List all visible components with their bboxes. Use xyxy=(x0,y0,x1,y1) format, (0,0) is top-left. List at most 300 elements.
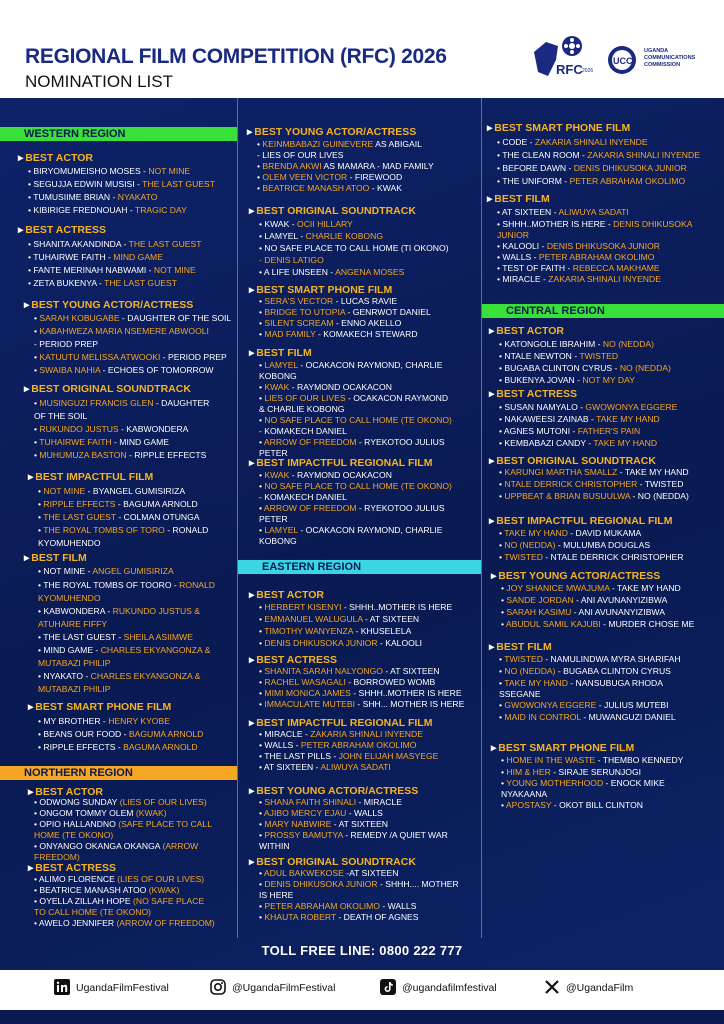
nominee-text: • xyxy=(38,512,44,522)
nominee-line xyxy=(497,252,654,263)
nominee-text: • ZETA BUKENYA - xyxy=(28,278,105,288)
nominee-text: - TAKE MY HAND xyxy=(609,583,681,593)
category-heading xyxy=(249,347,312,359)
nominee-line xyxy=(34,352,227,363)
nominee-highlight: AJIBO MERCY EJAU xyxy=(263,808,347,818)
nominee-text: - MURDER CHOSE ME xyxy=(600,619,695,629)
nominee-text: • xyxy=(499,666,505,676)
nominee-text: • xyxy=(259,626,265,636)
nominee-highlight: KWAK xyxy=(264,470,290,480)
category-heading xyxy=(249,589,324,601)
nominee-highlight: TAKE MY HAND xyxy=(504,678,568,688)
nominee-highlight: OLEM VEEN VICTOR xyxy=(262,172,348,182)
category-label: BEST IMPACTFUL REGIONAL FILM xyxy=(496,515,673,527)
nominee-highlight: ZAKARIA SHINALI INYENDE xyxy=(310,729,423,739)
nominee-line xyxy=(259,329,418,340)
nominee-text: • xyxy=(259,415,265,425)
nominee-line xyxy=(259,890,293,901)
nominee-highlight: SILENT SCREAM xyxy=(264,318,334,328)
nominee-highlight: HIM & HER xyxy=(506,767,551,777)
nominee-text: - AT SIXTEEN xyxy=(331,819,388,829)
nominee-line xyxy=(38,512,200,523)
nominee-line xyxy=(499,552,683,563)
region-northern: NORTHERN REGION xyxy=(0,766,237,780)
nominee-text: • MIRACLE - xyxy=(497,274,549,284)
bullet-icon: ▸ xyxy=(28,471,34,483)
nominee-line xyxy=(499,689,541,700)
nominee-text: • NAKAWEESI ZAINAB - xyxy=(499,414,597,424)
nominee-line xyxy=(499,363,671,374)
nominee-line xyxy=(38,525,208,536)
nominee-line xyxy=(38,684,110,695)
nominee-text: - MUWANGUZI DANIEL xyxy=(580,712,676,722)
bullet-icon: ▸ xyxy=(489,455,495,467)
nominee-highlight: ZAKARIA SHINALI INYENDE xyxy=(548,274,661,284)
nominee-text: • xyxy=(34,365,40,375)
nominee-text: • xyxy=(499,479,505,489)
nominee-text: - WALLS xyxy=(379,901,417,911)
nominee-text: - SIRAJE SERUNJOGI xyxy=(550,767,642,777)
nominee-text: - DAUGHTER xyxy=(153,398,210,408)
nominee-text: IS HERE xyxy=(259,890,294,900)
nominee-text: - LUCAS RAVIE xyxy=(333,296,398,306)
category-label: BEST YOUNG ACTOR/ACTRESS xyxy=(254,126,417,138)
nominee-highlight: ARROW OF FREEDOM xyxy=(263,503,357,513)
category-heading xyxy=(491,570,660,582)
nominee-text: • xyxy=(259,901,265,911)
category-label: BEST YOUNG ACTOR/ACTRESS xyxy=(256,785,419,797)
linkedin-link[interactable] xyxy=(76,982,169,994)
nominee-text: • xyxy=(259,360,265,370)
nominee-highlight: MIND GAME xyxy=(113,252,163,262)
category-label: BEST ACTOR xyxy=(35,786,103,798)
nominee-highlight: MAD FAMILY xyxy=(264,329,316,339)
nominee-highlight: THE LAST GUEST xyxy=(142,179,216,189)
nominee-highlight: TIMOTHY WANYENZA xyxy=(264,626,354,636)
nominee-highlight: NOT MINE xyxy=(153,265,196,275)
nominee-line xyxy=(259,841,290,852)
nominee-highlight: JOY SHANICE MWAJUMA xyxy=(506,583,610,593)
nominee-line xyxy=(34,896,204,907)
nominee-text: • MY BROTHER - xyxy=(38,716,109,726)
nominee-highlight: GWOWONYA EGGERE xyxy=(504,700,597,710)
nominee-line xyxy=(38,606,200,617)
nominee-text: • xyxy=(499,678,505,688)
nominee-highlight: PETER ABRAHAM OKOLIMO xyxy=(300,740,417,750)
nominee-line xyxy=(499,700,669,711)
category-heading xyxy=(18,152,93,164)
nominee-highlight: NO SAFE PLACE TO CALL HOME (TE OKONO) xyxy=(264,481,452,491)
nominee-line xyxy=(257,183,402,194)
nominee-line xyxy=(259,677,435,688)
bullet-icon: ▸ xyxy=(249,654,255,666)
nominee-highlight: TO CALL HOME (TE OKONO) xyxy=(34,907,151,917)
nominee-line xyxy=(259,296,397,307)
nominee-highlight: MUTABAZI PHILIP xyxy=(38,684,111,694)
nominee-line xyxy=(38,729,203,740)
nominee-text: • xyxy=(501,583,507,593)
nominee-line xyxy=(34,885,179,896)
category-heading xyxy=(249,654,337,666)
nominee-text: • xyxy=(34,313,40,323)
nominee-line xyxy=(259,393,448,404)
nominee-text: • SHHH..MOTHER IS HERE - xyxy=(497,219,614,229)
nominee-line xyxy=(38,645,210,656)
linkedin-handle: UgandaFilmFestival xyxy=(76,982,169,994)
svg-text:2026: 2026 xyxy=(582,68,594,74)
nominee-highlight: FREEDOM) xyxy=(34,852,80,862)
bullet-icon: ▸ xyxy=(489,325,495,337)
page-header xyxy=(0,0,724,98)
nominee-line xyxy=(501,789,547,800)
nominee-highlight: DENIS DHIKUSOKA JUNIOR xyxy=(573,163,687,173)
nominee-text: • xyxy=(34,437,40,447)
nominee-text: - ANI AVUNANYIZIBWA xyxy=(571,607,665,617)
nominee-text: WITHIN xyxy=(259,841,290,851)
bullet-icon: ▸ xyxy=(24,383,30,395)
nominee-text: • NO SAFE PLACE TO CALL HOME (TI OKONO) xyxy=(259,243,449,253)
nominee-highlight: THE LAST GUEST xyxy=(128,239,202,249)
category-heading xyxy=(18,224,106,236)
nominee-highlight: HOME IN THE WASTE xyxy=(506,755,596,765)
nominee-line xyxy=(259,426,347,437)
nominee-highlight: MUSINGUZI FRANCIS GLEN xyxy=(39,398,154,408)
nominee-text: • xyxy=(501,607,507,617)
category-label: BEST ACTRESS xyxy=(496,388,577,400)
nominee-highlight: KHAUTA ROBERT xyxy=(264,912,337,922)
nominee-text: • xyxy=(38,525,44,535)
nominee-line xyxy=(499,426,640,437)
nominee-highlight: DENIS DHIKUSOKA xyxy=(613,219,693,229)
bullet-icon: ▸ xyxy=(249,284,255,296)
nominee-line xyxy=(501,800,643,811)
nominee-highlight: NOT MINE xyxy=(43,486,86,496)
category-heading xyxy=(24,299,193,311)
nominee-text: • OPIO HALLANDNO xyxy=(34,819,119,829)
nominee-highlight: THE LAST GUEST xyxy=(43,512,116,522)
category-label: BEST SMART PHONE FILM xyxy=(498,742,635,754)
nominee-text: - GENRWOT DANIEL xyxy=(345,307,431,317)
nominee-text: • THE LAST PILLS - xyxy=(259,751,339,761)
tiktok-link[interactable] xyxy=(402,982,497,994)
nominee-line xyxy=(497,207,629,218)
nominee-text: • xyxy=(259,879,265,889)
nominee-line xyxy=(259,830,448,841)
nominee-line xyxy=(497,137,648,148)
nominee-highlight: OCII HILLARY xyxy=(297,219,353,229)
category-heading xyxy=(489,515,672,527)
category-label: BEST FILM xyxy=(494,193,550,205)
nominee-text: - OKOT BILL CLINTON xyxy=(551,800,643,810)
nominee-text: • xyxy=(501,800,506,810)
nominee-text: • KWAK - xyxy=(259,219,298,229)
nominee-text: - NANSUBUGA RHODA xyxy=(567,678,663,688)
rfc-logo xyxy=(528,32,596,84)
nominee-highlight: RONALD xyxy=(179,580,215,590)
nominee-highlight: JUNIOR xyxy=(497,230,529,240)
nominee-text: • BUKENYA JOVAN - xyxy=(499,375,583,385)
tiktok-icon xyxy=(380,979,396,995)
nominee-text: • xyxy=(34,352,40,362)
nominee-line xyxy=(38,632,193,643)
nominee-text: • THE UNIFORM - xyxy=(497,176,570,186)
nominee-text: - THEMBO KENNEDY xyxy=(595,755,684,765)
bullet-icon: ▸ xyxy=(28,786,34,798)
column-divider xyxy=(481,98,482,938)
nominee-text: • xyxy=(499,467,505,477)
nominee-highlight: PROSSY BAMUTYA xyxy=(264,830,343,840)
nominee-text: • xyxy=(259,393,265,403)
nominee-text: - PERIOD PREP xyxy=(160,352,227,362)
column-divider xyxy=(237,98,238,938)
nominee-highlight: SANDE JORDAN xyxy=(506,595,574,605)
nominee-text: • xyxy=(501,619,506,629)
nominee-line xyxy=(259,415,452,426)
nominee-text: • xyxy=(499,700,505,710)
nominee-line xyxy=(499,666,671,677)
nominee-text: • xyxy=(34,398,40,408)
nominee-highlight: TAKE MY HAND xyxy=(596,414,660,424)
nominee-text: - AT SIXTEEN xyxy=(383,666,440,676)
category-label: BEST ACTRESS xyxy=(35,862,116,874)
nominee-highlight: KATUUTU MELISSA ATWOOKI xyxy=(39,352,161,362)
category-heading xyxy=(249,717,432,729)
nominee-line xyxy=(34,874,204,885)
nominee-line xyxy=(259,255,324,266)
nominee-line xyxy=(501,595,667,606)
nominee-text: • xyxy=(259,318,265,328)
nominee-text: • xyxy=(259,296,265,306)
nominee-line xyxy=(497,230,529,241)
nominee-highlight: NOT MY DAY xyxy=(582,375,635,385)
nominee-line xyxy=(259,371,297,382)
nominee-line xyxy=(499,491,689,502)
nominee-text: • WALLS - xyxy=(497,252,539,262)
nominee-highlight: (LIES OF OUR LIVES) xyxy=(117,874,205,884)
nominee-highlight: TWISTED xyxy=(504,552,543,562)
nominee-highlight: SARAH KASIMU xyxy=(506,607,572,617)
nominee-line xyxy=(28,265,196,276)
nominee-highlight: (NO SAFE PLACE xyxy=(133,896,205,906)
category-label: BEST YOUNG ACTOR/ACTRESS xyxy=(31,299,194,311)
nominee-line xyxy=(259,243,449,254)
nominee-line xyxy=(501,619,694,630)
category-heading xyxy=(487,122,630,134)
nominee-highlight: LIES OF OUR LIVES xyxy=(264,393,346,403)
nominee-text: - KABWONDERA xyxy=(118,424,189,434)
nominee-text: PETER xyxy=(259,514,288,524)
nominee-line xyxy=(28,239,202,250)
nominee-text: - OCAKACON RAYMOND xyxy=(345,393,449,403)
nominee-highlight: ANGEL GUMISIRIZA xyxy=(92,566,174,576)
nominee-text: • xyxy=(259,688,265,698)
nominee-text: KOBONG xyxy=(259,371,297,381)
nominee-text: - MULUMBA DOUGLAS xyxy=(555,540,651,550)
nominee-highlight: PETER ABRAHAM OKOLIMO xyxy=(538,252,655,262)
nominee-text: • xyxy=(38,499,44,509)
nominee-text: • FANTE MERINAH NABWAMI - xyxy=(28,265,154,275)
nominee-line xyxy=(38,619,107,630)
nominee-text: • xyxy=(259,912,265,922)
bullet-icon: ▸ xyxy=(249,205,255,217)
category-label: BEST SMART PHONE FILM xyxy=(256,284,393,296)
nominee-text: • BIRYOMUMEISHO MOSES - xyxy=(28,166,149,176)
nominee-highlight: DENIS DHIKUSOKA JUNIOR xyxy=(264,638,378,648)
nominee-highlight: REBECCA MAKHAME xyxy=(572,263,660,273)
nominee-highlight: PETER ABRAHAM OKOLIMO xyxy=(569,176,686,186)
nominee-line xyxy=(259,638,422,649)
category-label: BEST ORIGINAL SOUNDTRACK xyxy=(256,856,416,868)
nominee-text: - BYANGEL GUMISIRIZA xyxy=(85,486,186,496)
bullet-icon: ▸ xyxy=(18,224,24,236)
nominee-highlight: CHARLES EKYANGONZA & xyxy=(100,645,211,655)
nominee-text: - BORROWED WOMB xyxy=(345,677,436,687)
category-label: BEST ORIGINAL SOUNDTRACK xyxy=(31,383,191,395)
nominee-text: • xyxy=(499,528,505,538)
nominee-text: • xyxy=(259,830,265,840)
nominee-highlight: TAKE MY HAND xyxy=(504,528,568,538)
nominee-line xyxy=(38,593,101,604)
bullet-icon: ▸ xyxy=(491,570,497,582)
nominee-text: • RIPPLE EFFECTS - xyxy=(38,742,124,752)
nominee-text: - KHUSELELA xyxy=(353,626,412,636)
nominee-highlight: (LIES OF OUR LIVES) xyxy=(119,797,207,807)
nominee-line xyxy=(34,437,169,448)
nominee-text: • xyxy=(257,139,263,149)
nominee-line xyxy=(499,375,635,386)
nominee-highlight: TWISTED xyxy=(579,351,619,361)
bullet-icon: ▸ xyxy=(489,641,495,653)
nominee-line xyxy=(259,437,445,448)
nominee-highlight: EMMANUEL WALUGULA xyxy=(264,614,363,624)
bullet-icon: ▸ xyxy=(249,717,255,729)
nominee-line xyxy=(259,231,383,242)
nominee-text: • xyxy=(259,666,265,676)
nominee-highlight: NO (NEDDA) xyxy=(602,339,655,349)
nominee-text: OF THE SOIL xyxy=(34,411,88,421)
nominee-text: • WALLS - xyxy=(259,740,301,750)
nominee-line xyxy=(259,492,347,503)
nominee-text: - KALOOLI xyxy=(377,638,422,648)
x-link[interactable] xyxy=(566,982,633,994)
nominee-highlight: SHEILA ASIIMWE xyxy=(123,632,193,642)
nominee-text: • xyxy=(501,778,507,788)
nominee-text: • ONYANGO OKANGA OKANGA xyxy=(34,841,163,851)
nominee-text: • MIRACLE - xyxy=(259,729,311,739)
nominee-line xyxy=(499,402,677,413)
nominee-highlight: ANGENA MOSES xyxy=(335,267,405,277)
nominee-text: • xyxy=(259,868,264,878)
bullet-icon: ▸ xyxy=(24,299,30,311)
instagram-link[interactable] xyxy=(232,982,335,994)
nominee-line xyxy=(501,755,683,766)
nominee-text: • xyxy=(34,326,40,336)
category-heading xyxy=(249,205,416,217)
nominee-line xyxy=(257,150,343,161)
nominee-line xyxy=(259,729,423,740)
nominee-text: • xyxy=(499,552,505,562)
category-label: BEST ACTOR xyxy=(496,325,564,337)
nominee-line xyxy=(259,536,297,547)
nominee-line xyxy=(28,192,157,203)
nominee-text: • SEGUJJA EDWIN MUSISI - xyxy=(28,179,143,189)
nominee-text: - JULIUS MUTEBI xyxy=(596,700,669,710)
nominee-text: - LIES OF OUR LIVES xyxy=(257,150,344,160)
nominee-line xyxy=(34,907,151,918)
nominee-text: • xyxy=(257,183,263,193)
nominee-line xyxy=(34,918,215,929)
nominee-text: • AT SIXTEEN - xyxy=(259,762,321,772)
nominee-text: • AT SIXTEEN - xyxy=(497,207,559,217)
nominee-text: • xyxy=(259,677,265,687)
nominee-text: • xyxy=(259,602,265,612)
nominee-text: • xyxy=(499,491,505,501)
nominee-line xyxy=(259,360,443,371)
nominee-text: - KOMAKECH STEWARD xyxy=(315,329,418,339)
nominee-highlight: SWAIBA NAHIA xyxy=(39,365,101,375)
nominee-text: • TUMUSIIME BRIAN - xyxy=(28,192,118,202)
category-label: BEST ACTOR xyxy=(25,152,93,164)
category-label: BEST IMPACTFUL REGIONAL FILM xyxy=(256,717,433,729)
nominee-highlight: RUKUNDO JUSTUS & xyxy=(112,606,201,616)
nominee-text: - DAVID MUKAMA xyxy=(567,528,642,538)
nominee-text: • xyxy=(259,329,265,339)
nominee-highlight: ADUL BAKWEKOSE xyxy=(263,868,344,878)
category-heading xyxy=(249,457,432,469)
nominee-highlight: KABAHWEZA MARIA NSEMERE ABWOOLI xyxy=(39,326,209,336)
nominee-text: • xyxy=(259,797,265,807)
nominee-line xyxy=(38,658,110,669)
ucc-name: UGANDA COMMUNICATIONS COMMISSION xyxy=(644,48,696,68)
nominee-text: - RONALD xyxy=(164,525,209,535)
nominee-highlight: (KWAK) xyxy=(135,808,167,818)
nominee-text: • KALOOLI - xyxy=(497,241,547,251)
nominee-text: • xyxy=(499,540,505,550)
nominee-highlight: LAMYEL xyxy=(264,525,299,535)
category-heading xyxy=(249,856,416,868)
nominee-line xyxy=(259,699,464,710)
instagram-handle: @UgandaFilmFestival xyxy=(232,982,336,994)
nominee-text: • SUSAN NAMYALO - xyxy=(499,402,586,412)
nominee-highlight: ATUHAIRE FIFFY xyxy=(38,619,108,629)
nominee-line xyxy=(259,808,383,819)
nominee-highlight: BAGUMA ARNOLD xyxy=(123,742,198,752)
nominee-line xyxy=(259,626,411,637)
nominee-highlight: BRENDA AKWI xyxy=(262,161,322,171)
nominee-text: • SHANITA AKANDINDA - xyxy=(28,239,129,249)
nominee-text: KOBONG xyxy=(259,536,297,546)
category-label: BEST FILM xyxy=(496,641,552,653)
nominee-line xyxy=(259,912,419,923)
nominee-line xyxy=(259,382,392,393)
category-heading xyxy=(247,126,416,138)
nominee-line xyxy=(497,274,661,285)
nominee-line xyxy=(499,414,660,425)
nominee-text: • LAMYEL - xyxy=(259,231,306,241)
nominee-text: - ANI AVUNANYIZIBWA xyxy=(573,595,668,605)
nominee-highlight: NYAKATO xyxy=(117,192,158,202)
nominee-line xyxy=(34,819,212,830)
nominee-highlight: SHANA FAITH SHINALI xyxy=(264,797,357,807)
bullet-icon: ▸ xyxy=(249,856,255,868)
category-label: BEST SMART PHONE FILM xyxy=(494,122,631,134)
bullet-icon: ▸ xyxy=(489,388,495,400)
nominee-text: • NYAKATO - xyxy=(38,671,91,681)
nominee-text: - DEATH OF AGNES xyxy=(336,912,419,922)
nominee-highlight: PETER ABRAHAM OKOLIMO xyxy=(264,901,380,911)
nominee-line xyxy=(34,326,209,337)
nominee-text: NYAKAANA xyxy=(501,789,548,799)
